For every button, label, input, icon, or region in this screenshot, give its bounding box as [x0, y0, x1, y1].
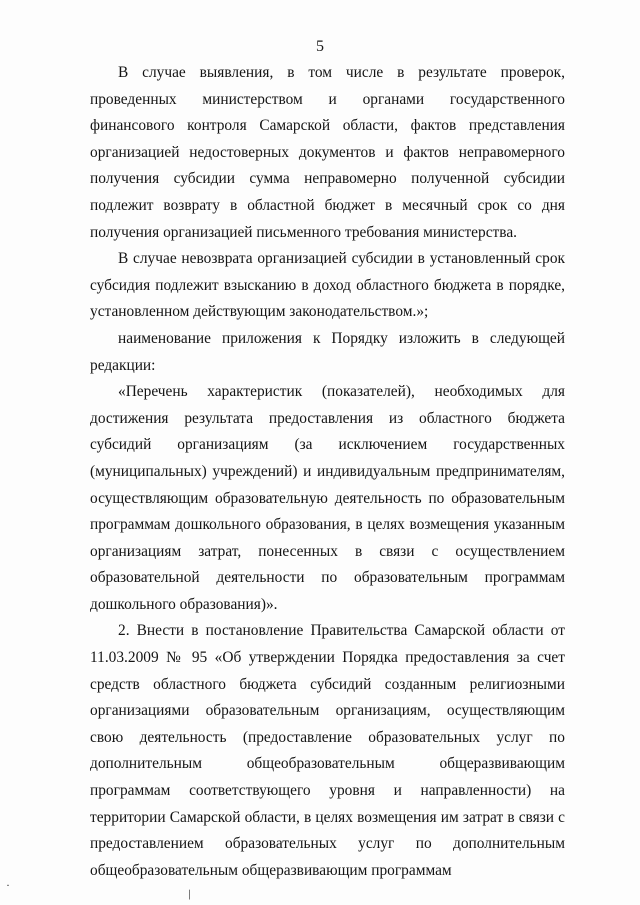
paragraph-nonrefund-recovery: В случае невозврата организацией субсидии в установленный срок субсидия подлежит взысканию в доход областного бюджета в порядке, установленном действующим законодательством.»; — [90, 250, 565, 321]
paragraph-violation-refund: В случае выявления, в том числе в результате проверок, проведенных министерством и органами государственного финансового контроля Самарской области, фактов представления организацией недостоверных документов и фактов неправомерного получения субсидии сумма неправомерно полученной субсидии подлежит возврату в областной бюджет в месячный срок со дня получения организацией письменного требования министерства. — [90, 64, 565, 241]
scan-tick-mark: / — [185, 887, 195, 904]
scan-dot-mark: · — [6, 878, 10, 892]
paragraph-appendix-title: «Перечень характеристик (показателей), необходимых для достижения результата предоставления из областного бюджета субсидий организациям (за исключением государственных (муниципальных) учреждений) и индивидуальным предпринимателям, осуществляющим образовательную деятельность по образовательным программам дошкольного образования, в целях возмещения указанным организациям затрат, понесенных в связи с осуществлением образовательной деятельности по образовательным программам дошкольного образования)». — [90, 383, 565, 613]
page-number: 5 — [316, 38, 324, 55]
document-body — [90, 60, 565, 884]
paragraph-amend-resolution-95: 2. Внести в постановление Правительства Самарской области от 11.03.2009 № 95 «Об утверждении Порядка предоставления за счет средств областного бюджета субсидий созданным религиозными организациями образовательным организациям, осуществляющим свою деятельность (предоставление образовательных услуг по дополнительным общеобразовательным общеразвивающим программам соответствующего уровня и направленности) на территории Самарской области, в целях возмещения им затрат в связи с предоставлением образовательных услуг по дополнительным общеобразовательным общеразвивающим программам — [90, 622, 565, 879]
paragraph-appendix-title-instruction: наименование приложения к Порядку изложить в следующей редакции: — [90, 329, 565, 374]
